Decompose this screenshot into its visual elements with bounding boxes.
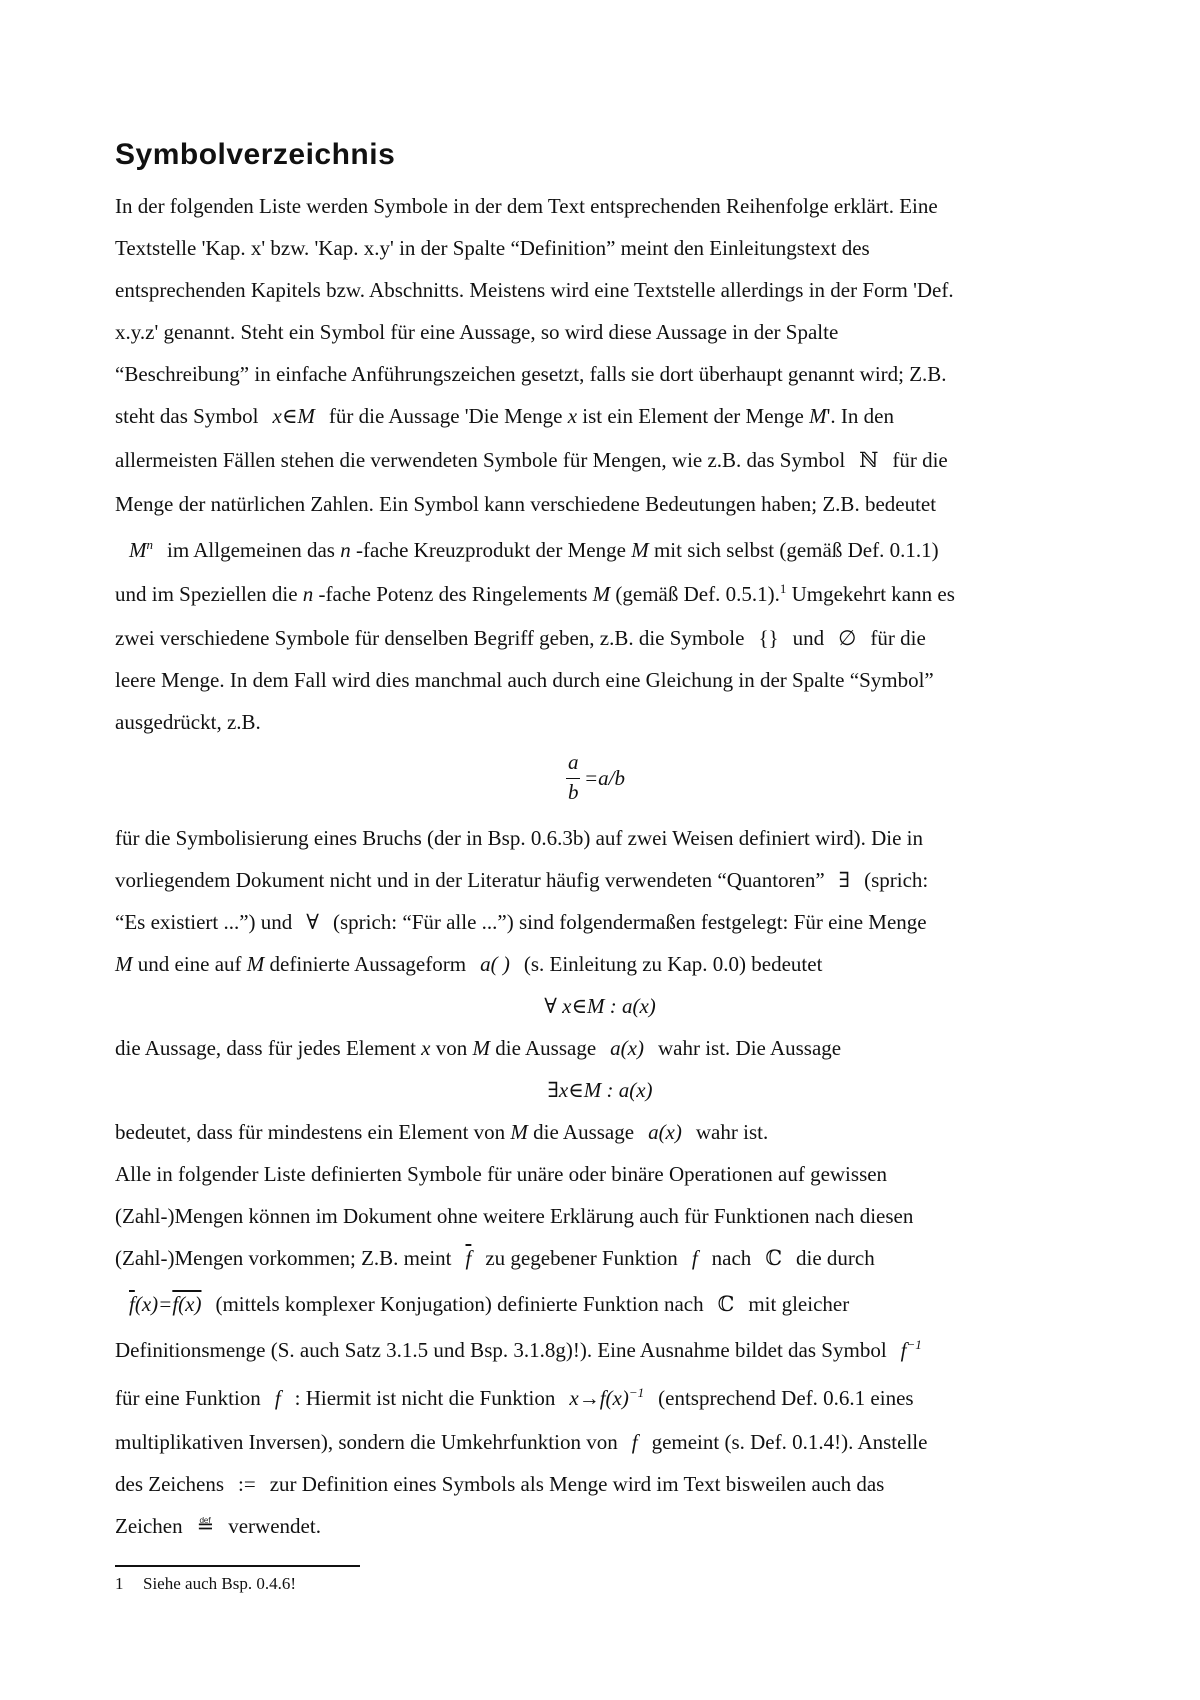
forall-symbol: ∀ <box>306 910 319 934</box>
footnote-text: Siehe auch Bsp. 0.4.6! <box>143 1574 296 1593</box>
body-line-2: Textstelle 'Kap. x' bzw. 'Kap. x.y' in der Spalte “Definition” meint den Einleitungstext des <box>115 236 870 260</box>
math-m-power-n: $M^n$ <box>129 537 153 562</box>
body-line-11: zwei verschiedene Symbole für denselben Begriff geben, z.B. die Symbole {} und ∅ für die <box>115 626 926 650</box>
body-line-3: entsprechenden Kapitels bzw. Abschnitts. Meistens wird eine Textstelle allerdings in der Form 'Def. <box>115 278 954 302</box>
def-equals-symbol: ≝ <box>196 1514 215 1538</box>
footnote <box>115 1573 296 1595</box>
body-line-4: x.y.z' genannt. Steht ein Symbol für eine Aussage, so wird diese Aussage in der Spalte <box>115 320 839 344</box>
footnote-ref: 1 <box>779 581 787 596</box>
body-line-25: für eine Funktion f : Hiermit ist nicht die Funktion $x\to f(x)^{-1}$ (entsprechend Def. 0.6.1 eines <box>115 1385 914 1410</box>
body-line-1: In der folgenden Liste werden Symbole in der dem Text entsprechenden Reihenfolge erklärt. Eine <box>115 194 938 218</box>
body-line-24: Definitionsmenge (S. auch Satz 3.1.5 und Bsp. 3.1.8g)!). Eine Ausnahme bildet das Symbol $f^{-1}$ <box>115 1337 922 1362</box>
body-line-20: Alle in folgender Liste definierten Symbole für unäre oder binäre Operationen auf gewissen <box>115 1162 888 1186</box>
braces-symbol: {} <box>758 626 779 650</box>
body-line-5: “Beschreibung” in einfache Anführungszeichen gesetzt, falls sie dort überhaupt genannt wird; Z.B. <box>115 362 947 386</box>
body-line-12: leere Menge. In dem Fall wird dies manchmal auch durch eine Gleichung in der Spalte “Symbol” <box>115 668 934 692</box>
body-line-22: (Zahl-)Mengen vorkommen; Z.B. meint $\overline{f}$ zu gegebener Funktion f nach ℂ die durch <box>115 1246 875 1270</box>
footnote-separator <box>115 1565 360 1567</box>
define-symbol: := <box>238 1472 256 1496</box>
body-line-23: $\overline{f}(x)=f(x)$ (mittels komplexer Konjugation) definierte Funktion nach ℂ mit gleicher <box>129 1292 850 1316</box>
complex-symbol: ℂ <box>765 1246 783 1270</box>
body-line-9: $M^n$ im Allgemeinen das n -fache Kreuzprodukt der Menge M mit sich selbst (gemäß Def. 0.1.1) <box>129 537 939 562</box>
body-line-10: und im Speziellen die n -fache Potenz des Ringelements M (gemäß Def. 0.5.1).$^1$ Umgekehrt kann es <box>115 581 955 606</box>
body-line-6: steht das Symbol x∈M für die Aussage 'Die Menge x ist ein Element der Menge M'. In den <box>115 404 894 428</box>
formula-exists: ∃x∈M : a(x) <box>547 1078 653 1102</box>
body-line-14: für die Symbolisierung eines Bruchs (der in Bsp. 0.6.3b) auf zwei Weisen definiert wird). Die in <box>115 826 923 850</box>
document-page: Symbolverzeichnis In der folgenden Liste werden Symbole in der dem Text entsprechenden Reihenfolge erklärt. Eine Textstelle 'Kap. x' bzw. 'Kap. x.y' in der Spalte “Definition” meint den Einleitungstext des entsprechenden Kapitels bzw. Abschnitts. Meistens wird eine Textstelle allerdings in der Form 'Def. x.y.z' genannt. Steht ein Symbol für eine Aussage, so wird diese Aussage in der Spalte “Beschreibung” in einfache Anführungszeichen gesetzt, falls sie dort überhaupt genannt wird; Z.B. steht das Symbol x∈M für die Aussage 'Die Menge x ist ein Element der Menge M'. In den allermeisten Fällen stehen die verwendeten Symbole für Mengen, wie z.B. das Symbol ℕ für die Menge der natürlichen Zahlen. Ein Symbol kann verschiedene Bedeutungen haben; Z.B. bedeutet $M^n$ im Allgemeinen das n -fache Kreuzprodukt der Menge M mit sich selbst (gemäß Def. 0.1.1) und im Speziellen die n -fache Potenz des Ringelements M (gemäß Def. 0.5.1).$^1$ Umgekehrt kann es zwei verschiedene Symbole für denselben Begriff geben, z.B. die Symbole {} und ∅ für die leere Menge. In dem Fall wird dies manchmal auch durch eine Gleichung in der Spalte “Symbol” ausgedrückt, z.B. a b =a/b für die Symbolisierung eines Bruchs (der in Bsp. 0.6.3b) auf zwei Weisen definiert wird). Die in vorliegendem Dokument nicht und in der Literatur häufig verwendeten “Quantoren” ∃ (sprich: “Es existiert ...”) und ∀ (sprich: “Für alle ...”) sind folgendermaßen festgelegt: Für eine Menge M und eine auf M definierte Aussageform a( ) (s. Einleitung zu Kap. 0.0) bedeutet ∀ x∈M : a(x) die Aussage, dass für jedes Element x von M die Aussage a(x) wahr ist. Die Aussage ∃x∈M : a(x) bedeutet, dass für mindestens ein Element von M die Aussage a(x) wahr ist. Alle in folgender Liste definierten Symbole für unäre oder binäre Operationen auf gewissen (Zahl-)Mengen können im Dokument ohne weitere Erklärung auch für Funktionen nach diesen (Zahl-)Mengen vorkommen; Z.B. meint $\overline{f}$ zu gegebener Funktion f nach ℂ die durch $\overline{f}(x)=f(x)$ (mittels komplexer Konjugation) definierte Funktion nach ℂ mit gleicher Definitionsmenge (S. auch Satz 3.1.5 und Bsp. 3.1.8g)!). Eine Ausnahme bildet das Symbol $f^{-1}$ für eine Funktion f : Hiermit ist nicht die Funktion $x\to f(x)^{-1}$ (entsprechend Def. 0.6.1 eines multiplikativen Inversen), sondern die Umkehrfunktion von f gemeint (s. Def. 0.1.4!). Anstelle des Zeichens := zur Definition eines Symbols als Menge wird im Text bisweilen auch das Zeichen ≝ verwendet. 1 Siehe auch Bsp. 0.4.6! <box>0 0 1200 1700</box>
formula-forall: ∀ x∈M : a(x) <box>544 994 656 1018</box>
exists-symbol: ∃ <box>838 868 851 892</box>
body-line-26: multiplikativen Inversen), sondern die Umkehrfunktion von f gemeint (s. Def. 0.1.4!). Anstelle <box>115 1430 928 1454</box>
conjugate-formula: $\overline{f}(x)=f(x)$ <box>129 1292 202 1316</box>
inverse-symbol: $f^{-1}$ <box>900 1337 922 1362</box>
body-line-19: bedeutet, dass für mindestens ein Element von M die Aussage a(x) wahr ist. <box>115 1120 769 1144</box>
body-line-15: vorliegendem Dokument nicht und in der Literatur häufig verwendeten “Quantoren” ∃ (sprich: <box>115 868 929 892</box>
body-line-21: (Zahl-)Mengen können im Dokument ohne weitere Erklärung auch für Funktionen nach diesen <box>115 1204 914 1228</box>
body-line-17: M und eine auf M definierte Aussageform a( ) (s. Einleitung zu Kap. 0.0) bedeutet <box>115 952 823 976</box>
body-line-16: “Es existiert ...”) und ∀ (sprich: “Für alle ...”) sind folgendermaßen festgelegt: Für eine Menge <box>115 910 927 934</box>
math-x-in-m: x∈M <box>272 404 315 428</box>
body-line-13: ausgedrückt, z.B. <box>115 710 261 734</box>
body-line-8: Menge der natürlichen Zahlen. Ein Symbol kann verschiedene Bedeutungen haben; Z.B. bedeutet <box>115 492 937 516</box>
page-title: Symbolverzeichnis <box>115 138 396 171</box>
reciprocal-formula: $x\to f(x)^{-1}$ <box>569 1385 645 1410</box>
body-line-18: die Aussage, dass für jedes Element x von M die Aussage a(x) wahr ist. Die Aussage <box>115 1036 842 1060</box>
body-line-7: allermeisten Fällen stehen die verwendeten Symbole für Mengen, wie z.B. das Symbol ℕ für die <box>115 448 948 472</box>
empty-set-symbol: ∅ <box>838 626 857 650</box>
body-line-28: Zeichen ≝ verwendet. <box>115 1514 321 1538</box>
naturals-symbol: ℕ <box>859 448 879 472</box>
body-line-27: des Zeichens := zur Definition eines Symbols als Menge wird im Text bisweilen auch das <box>115 1472 885 1496</box>
footnote-number: 1 <box>115 1574 124 1593</box>
